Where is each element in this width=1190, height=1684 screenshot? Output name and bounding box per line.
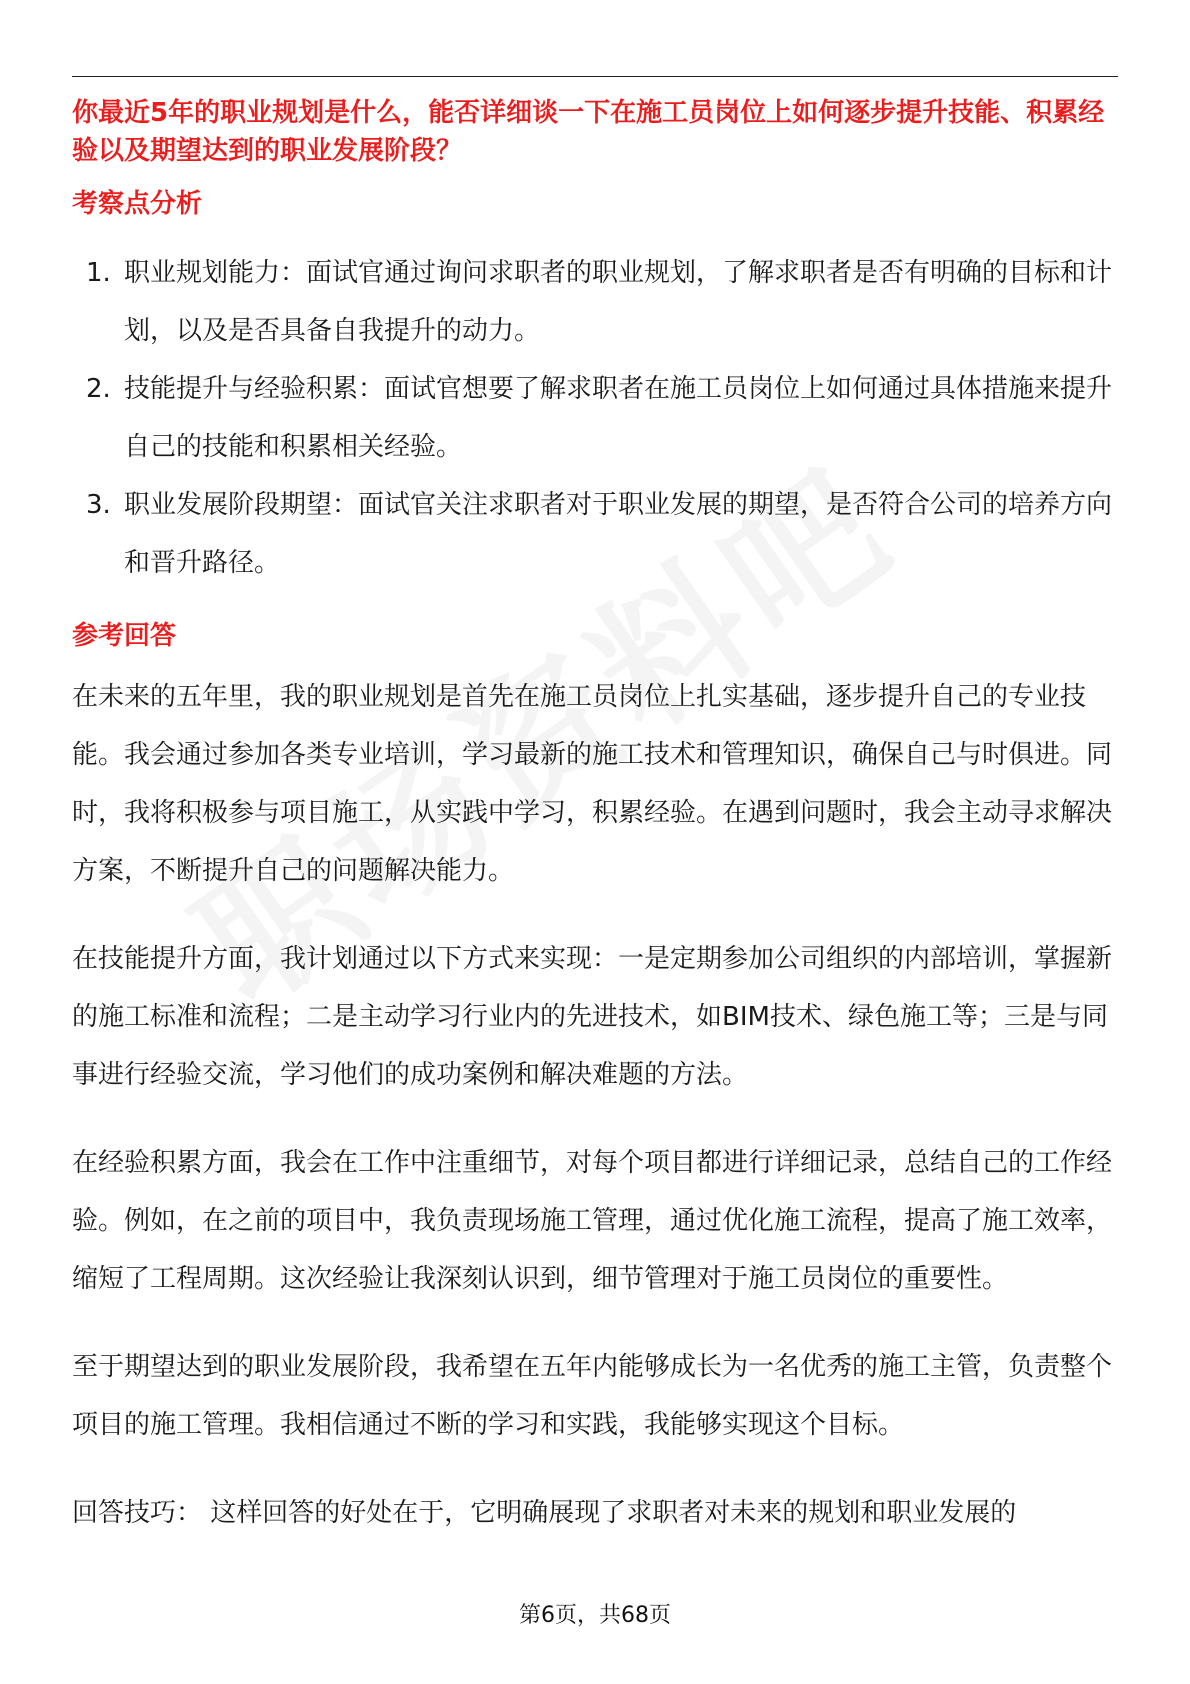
list-text: 职业规划能力：面试官通过询问求职者的职业规划，了解求职者是否有明确的目标和计划，以及是否具备自我提升的动力。: [124, 258, 1113, 346]
page-content: [72, 94, 1118, 1542]
answer-paragraph: 至于期望达到的职业发展阶段，我希望在五年内能够成长为一名优秀的施工主管，负责整个项目的施工管理。我相信通过不断的学习和实践，我能够实现这个目标。: [72, 1352, 1113, 1440]
list-number: 2.: [86, 374, 111, 404]
answer-paragraph: 在经验积累方面，我会在工作中注重细节，对每个项目都进行详细记录，总结自己的工作经验。例如，在之前的项目中，我负责现场施工管理，通过优化施工流程，提高了施工效率，缩短了工程周期。这次经验让我深刻认识到，细节管理对于施工员岗位的重要性。: [72, 1148, 1113, 1294]
analysis-list: [72, 244, 1118, 592]
question-heading: 你最近5年的职业规划是什么，能否详细谈一下在施工员岗位上如何逐步提升技能、积累经验以及期望达到的职业发展阶段？: [72, 98, 1105, 166]
list-text: 职业发展阶段期望：面试官关注求职者对于职业发展的期望，是否符合公司的培养方向和晋升路径。: [124, 490, 1113, 578]
analysis-item: [72, 476, 1118, 592]
page-footer: 第6页，共68页: [519, 1603, 671, 1628]
list-number: 3.: [86, 490, 111, 520]
answer-paragraph: 在技能提升方面，我计划通过以下方式来实现：一是定期参加公司组织的内部培训，掌握新的施工标准和流程；二是主动学习行业内的先进技术，如BIM技术、绿色施工等；三是与同事进行经验交流，学习他们的成功案例和解决难题的方法。: [72, 944, 1113, 1090]
header-rule: [72, 76, 1118, 77]
analysis-item: [72, 360, 1118, 476]
answer-title: 参考回答: [72, 621, 177, 651]
analysis-item: [72, 244, 1118, 360]
analysis-title: 考察点分析: [72, 189, 203, 219]
list-text: 技能提升与经验积累：面试官想要了解求职者在施工员岗位上如何通过具体措施来提升自己的技能和积累相关经验。: [124, 374, 1113, 462]
answer-paragraph: 在未来的五年里，我的职业规划是首先在施工员岗位上扎实基础，逐步提升自己的专业技能。我会通过参加各类专业培训，学习最新的施工技术和管理知识，确保自己与时俱进。同时，我将积极参与项目施工，从实践中学习，积累经验。在遇到问题时，我会主动寻求解决方案，不断提升自己的问题解决能力。: [72, 682, 1113, 886]
list-number: 1.: [86, 258, 111, 288]
answer-tips: 回答技巧： 这样回答的好处在于，它明确展现了求职者对未来的规划和职业发展的: [72, 1498, 1017, 1528]
